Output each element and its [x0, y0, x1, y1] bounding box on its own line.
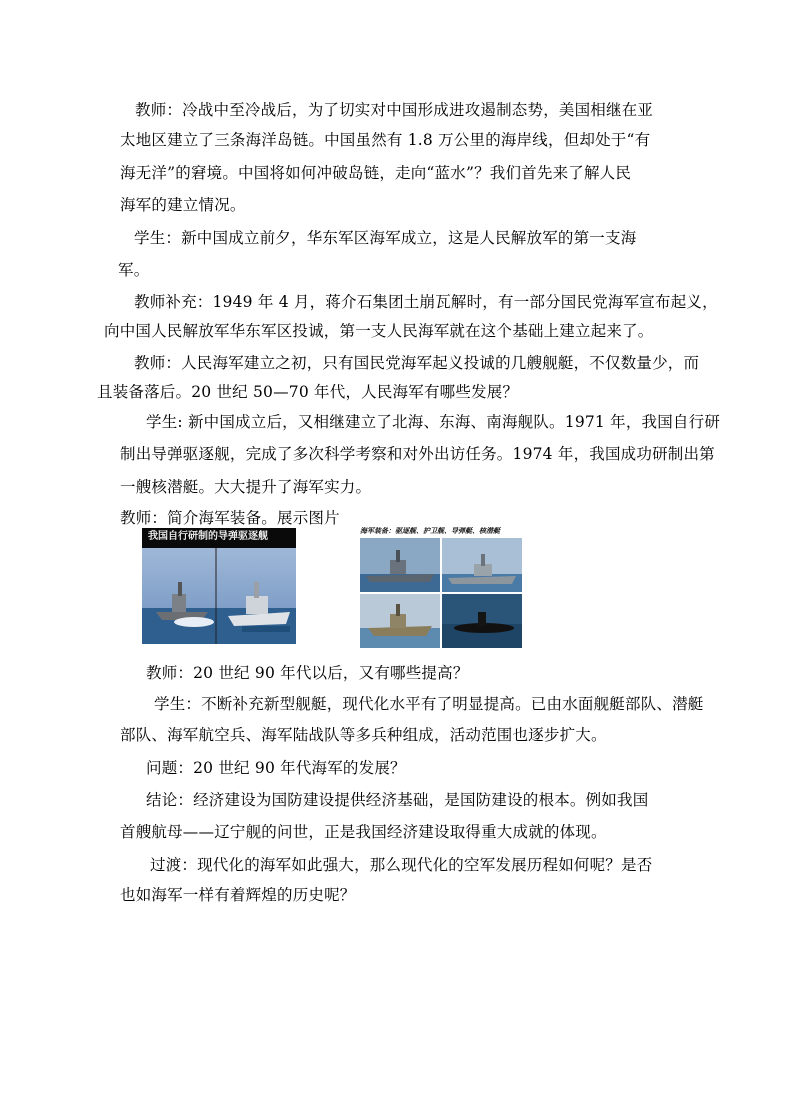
paragraph-line: 教师：冷战中至冷战后，为了切实对中国形成进攻遏制态势，美国相继在亚	[135, 101, 654, 119]
paragraph-line: 学生: 新中国成立后，又相继建立了北海、东海、南海舰队。1971 年，我国自行研	[146, 413, 721, 431]
destroyer-photo	[142, 528, 296, 644]
paragraph-line: 向中国人民解放军华东军区投诚，第一支人民海军就在这个基础上建立起来了。	[104, 322, 654, 340]
collage-caption: 海军装备：驱逐舰、护卫舰、导弹艇、核潜艇	[360, 527, 500, 535]
paragraph-line: 问题：20 世纪 90 年代海军的发展？	[146, 759, 406, 777]
paragraph-line: 结论：经济建设为国防建设提供经济基础，是国防建设的根本。例如我国	[146, 791, 649, 809]
destroyer-thumbnail	[360, 538, 440, 592]
photo-caption: 我国自行研制的导弹驱逐舰	[148, 531, 268, 542]
paragraph-line: 学生：新中国成立前夕，华东军区海军成立，这是人民解放军的第一支海	[134, 229, 637, 247]
paragraph-line: 太地区建立了三条海洋岛链。中国虽然有 1.8 万公里的海岸线，但却处于“有	[120, 131, 651, 149]
paragraph-line: 部队、海军航空兵、海军陆战队等多兵种组成，活动范围也逐步扩大。	[120, 726, 607, 744]
paragraph-line: 教师补充：1949 年 4 月，蒋介石集团土崩瓦解时，有一部分国民党海军宣布起义，	[134, 293, 718, 311]
paragraph-line: 制出导弹驱逐舰，完成了多次科学考察和对外出访任务。1974 年，我国成功研制出第	[120, 445, 715, 463]
paragraph-line: 海无洋”的窘境。中国将如何冲破岛链，走向“蓝水”？我们首先来了解人民	[120, 164, 632, 182]
warship-illustration	[142, 528, 296, 644]
paragraph-line: 一艘核潜艇。大大提升了海军实力。	[120, 478, 372, 496]
paragraph-line: 学生：不断补充新型舰艇，现代化水平有了明显提高。已由水面舰艇部队、潜艇	[154, 695, 704, 713]
paragraph-line: 首艘航母——辽宁舰的问世，正是我国经济建设取得重大成就的体现。	[120, 823, 607, 841]
paragraph-line: 且装备落后。20 世纪 50—70 年代，人民海军有哪些发展？	[97, 383, 519, 401]
paragraph-line: 军。	[118, 261, 150, 279]
paragraph-line: 也如海军一样有着辉煌的历史呢？	[120, 886, 356, 904]
navy-equipment-collage	[358, 524, 524, 648]
submarine-thumbnail	[442, 594, 522, 648]
paragraph-line: 海军的建立情况。	[120, 196, 246, 214]
paragraph-line: 过渡：现代化的海军如此强大，那么现代化的空军发展历程如何呢？是否	[150, 856, 653, 874]
frigate-thumbnail	[442, 538, 522, 592]
paragraph-line: 教师：20 世纪 90 年代以后，又有哪些提高？	[146, 664, 469, 682]
paragraph-line: 教师：人民海军建立之初，只有国民党海军起义投诚的几艘舰艇，不仅数量少，而	[134, 354, 700, 372]
missile-boat-thumbnail	[360, 594, 440, 648]
paragraph-line: 教师：简介海军装备。展示图片	[120, 509, 340, 527]
